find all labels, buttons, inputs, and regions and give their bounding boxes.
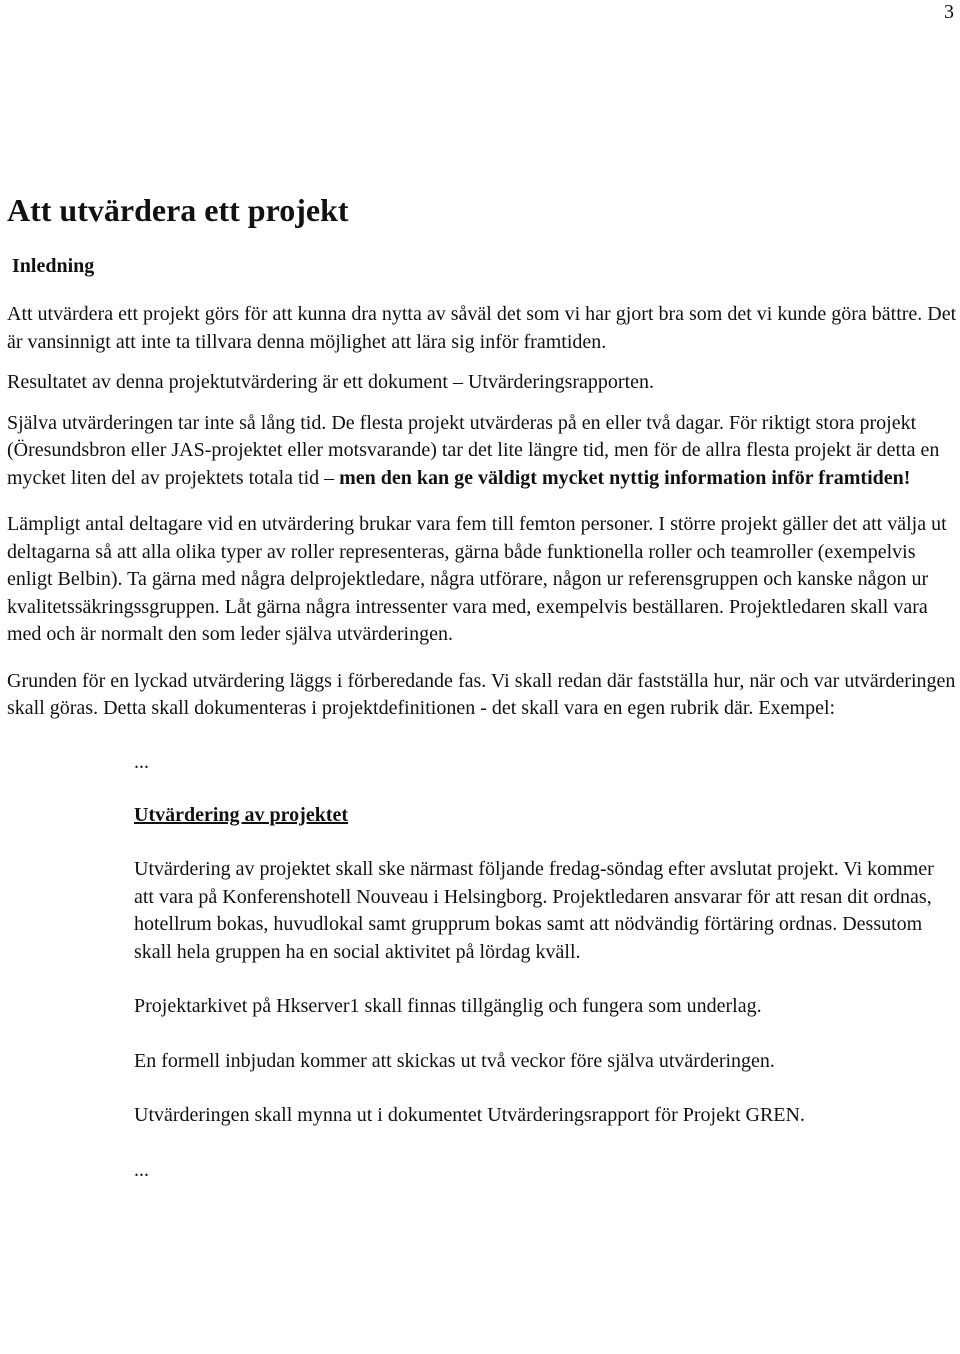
example-heading: Utvärdering av projektet [134,804,349,826]
paragraph-duration [7,410,957,493]
example-paragraph-report: Utvärderingen skall mynna ut i dokumentet Utvärderingsrapport för Projekt GREN. [134,1104,805,1126]
page-title: Att utvärdera ett projekt [7,192,349,228]
section-heading: Inledning [12,255,95,277]
paragraph-participants: Lämpligt antal deltagare vid en utvärdering brukar vara fem till femton personer. I större projekt gäller det att välja ut deltagarna så att alla olika typer av roller representeras, gärna både funktionella roller och teamroller (exempelvis enligt Belbin). Ta gärna med några delprojektledare, några utförare, någon ur referensgruppen och kanske någon ur kvalitetssäkringssgruppen. Låt gärna några intressenter vara med, exempelvis beställaren. Projektledaren skall vara med och är normalt den som leder själva utvärderingen. [7,513,947,645]
example-block [134,749,944,1185]
paragraph-intro: Att utvärdera ett projekt görs för att kunna dra nytta av såväl det som vi har gjort bra som det vi kunde göra bättre. Det är vansinnigt att inte ta tillvara denna möjlighet att lära sig inför framtiden. [7,303,957,353]
example-paragraph-archive: Projektarkivet på Hkserver1 skall finnas tillgänglig och fungera som underlag. [134,995,762,1017]
paragraph-duration-emphasis: men den kan ge väldigt mycket nyttig information inför framtiden! [339,466,911,489]
paragraph-preparation: Grunden för en lyckad utvärdering läggs i förberedande fas. Vi skall redan där fastställa hur, när och var utvärderingen skall göras. Detta skall dokumenteras i projektdefinitionen - det skall vara en egen rubrik där. Exempel: [7,669,956,719]
page-number: 3 [944,1,954,23]
example-ellipsis-top: ... [134,750,149,773]
paragraph-duration-text: Själva utvärderingen tar inte så lång tid. De flesta projekt utvärderas på en eller två dagar. För riktigt stora projekt (Öresundsbron eller JAS-projektet eller motsvarande) tar det lite längre tid, men för de allra flesta projekt är detta en mycket liten del av projektets totala tid – [7,411,940,489]
example-paragraph-evaluation: Utvärdering av projektet skall ske närmast följande fredag-söndag efter avslutat projekt. Vi kommer att vara på Konferenshotell Nouveau i Helsingborg. Projektledaren ansvarar för att resan dit ordnas, hotellrum bokas, huvudlokal samt grupprum bokas samt att nödvändig förtäring ordnas. Dessutom skall hela gruppen ha en social aktivitet på lördag kväll. [134,858,934,963]
example-ellipsis-bottom: ... [134,1158,149,1181]
document-body [7,190,957,1184]
paragraph-result: Resultatet av denna projektutvärdering är ett dokument – Utvärderingsrapporten. [7,371,655,393]
example-paragraph-invitation: En formell inbjudan kommer att skickas ut två veckor före själva utvärderingen. [134,1049,775,1072]
